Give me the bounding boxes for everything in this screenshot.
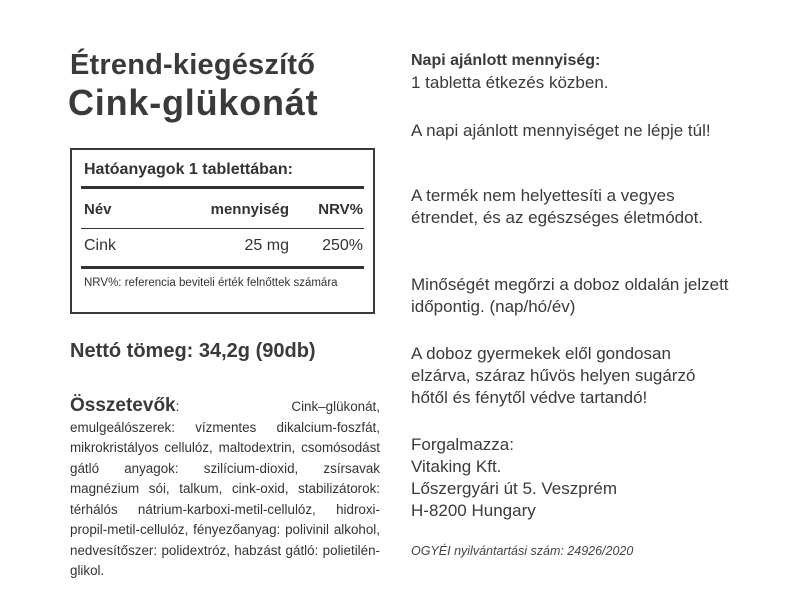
column-header-name: Név	[84, 201, 112, 218]
product-category: Étrend-kiegészítő	[70, 49, 316, 81]
column-header-nrv: NRV%	[318, 201, 363, 218]
divider	[81, 266, 364, 269]
distributor-label: Forgalmazza:	[411, 435, 514, 454]
ingredients	[70, 396, 380, 582]
daily-dose-label: Napi ajánlott mennyiség:	[411, 52, 601, 69]
nutrient-name: Cink	[84, 237, 117, 254]
nutrient-amount: 25 mg	[244, 237, 289, 254]
nutrition-table-header: Hatóanyagok 1 tablettában:	[84, 161, 293, 178]
ingredients-label: Összetevők	[70, 395, 176, 416]
storage-instructions: A doboz gyermekek elől gondosan elzárva, száraz hűvös helyen sugárzó hőtől és fénytől védve tartandó!	[411, 344, 696, 407]
warning-diet: A termék nem helyettesíti a vegyes étrendet, és az egészséges életmódot.	[411, 186, 704, 227]
column-header-amount: mennyiség	[210, 201, 289, 218]
nutrient-nrv: 250%	[322, 237, 363, 254]
product-title-block	[70, 48, 380, 124]
net-weight: Nettó tömeg: 34,2g (90db)	[70, 340, 316, 362]
distributor	[411, 434, 731, 522]
daily-dose-value: 1 tabletta étkezés közben.	[411, 73, 609, 92]
daily-dose	[411, 50, 731, 94]
ingredients-text: : Cink–glükonát, emulgeálószerek: vízmentes dikalcium-foszfát, mikrokristályos cellulóz, maltodextrin, csomósodást gátló anyagok: szilícium-dioxid, zsírsavak magnézium sói, talkum, cink-oxid, stabilizátorok: térhálós nátrium-karboxi-metil-cellulóz, hidroxi-propil-metil-cellulóz, fényezőanyag: polivinil alkohol, nedvesítőszer: polidextróz, habzást gátló: polietilén-glikol.	[70, 399, 380, 578]
product-name: Cink-glükonát	[68, 82, 319, 123]
distributor-address: Lőszergyári út 5. Veszprém	[411, 479, 617, 498]
registration-number: OGYÉI nyilvántartási szám: 24926/2020	[411, 544, 634, 558]
divider	[81, 228, 364, 229]
distributor-name: Vitaking Kft.	[411, 457, 502, 476]
nutrition-table	[70, 148, 375, 314]
best-before: Minőségét megőrzi a doboz oldalán jelzett időpontig. (nap/hó/év)	[411, 275, 729, 316]
nrv-footnote: NRV%: referencia beviteli érték felnőttek számára	[84, 277, 338, 289]
divider	[81, 186, 364, 189]
warning-dose: A napi ajánlott mennyiséget ne lépje túl!	[411, 121, 711, 140]
distributor-city: H-8200 Hungary	[411, 501, 536, 520]
